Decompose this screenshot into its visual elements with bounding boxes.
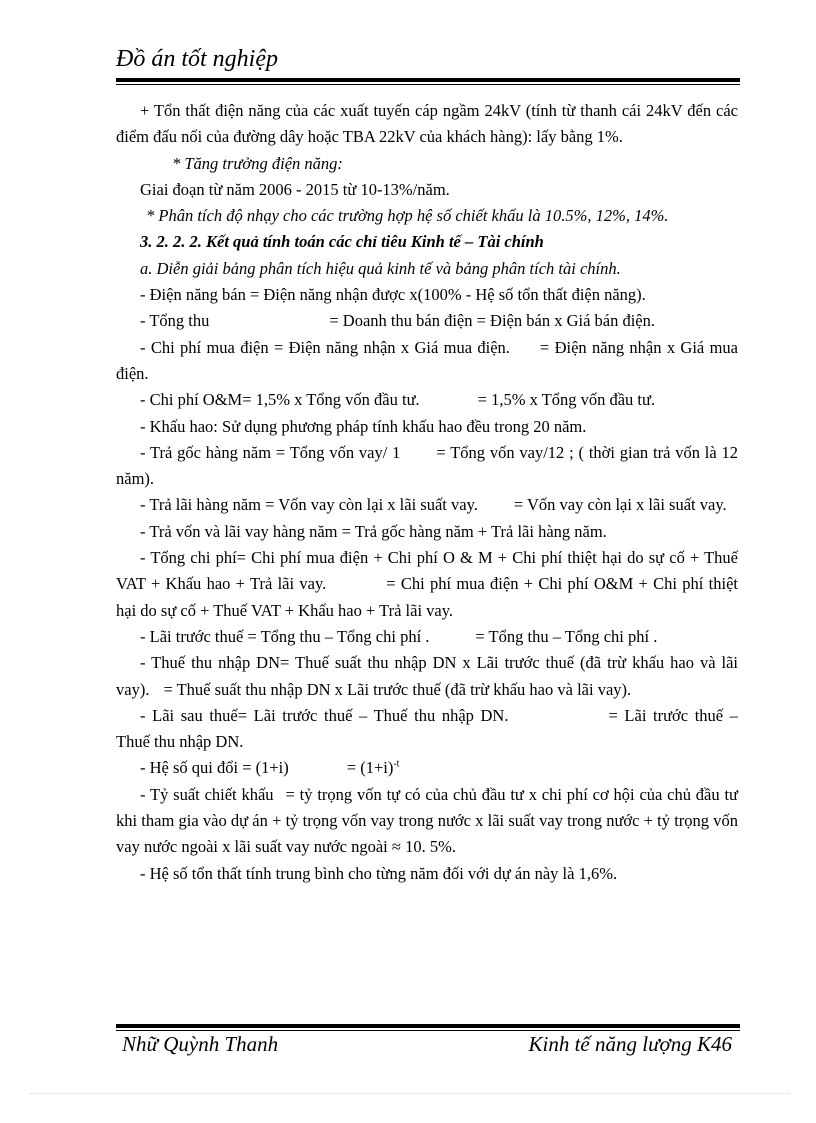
- formula-profit-before-tax: - Lãi trước thuế = Tổng thu – Tổng chi phí . = Tổng thu – Tổng chi phí .: [140, 626, 658, 646]
- footer-rule-thin: [116, 1030, 740, 1031]
- formula-income-tax: - Thuế thu nhập DN= Thuế suất thu nhập DN x Lãi trước thuế (đã trừ khấu hao và lãi vay). = Thuế suất thu nhập DN x Lãi trước thuế (đã trừ khấu hao và lãi vay).: [116, 653, 738, 699]
- formula-total-revenue: - Tổng thu = Doanh thu bán điện = Điện bán x Giá bán điện.: [140, 311, 655, 331]
- formula-total-cost: - Tổng chi phí= Chi phí mua điện + Chi phí O & M + Chi phí thiệt hại do sự cố + Thuế VAT + Khấu hao + Trả lãi vay. = Chi phí mua điện + Chi phí O&M + Chi phí thiệt hại do sự cố + Thuế VAT + Khấu hao + Trả lãi vay.: [116, 548, 738, 620]
- header-title: Đồ án tốt nghiệp: [116, 46, 278, 72]
- header-rule-thick: [116, 78, 740, 82]
- footer-course: Kinh tế năng lượng K46: [528, 1032, 732, 1056]
- formula-profit-after-tax: - Lãi sau thuế= Lãi trước thuế – Thuế thu nhập DN. = Lãi trước thuế – Thuế thu nhập DN.: [116, 705, 738, 752]
- exponent: -t: [393, 758, 400, 770]
- formula-depreciation: - Khấu hao: Sử dụng phương pháp tính khấu hao đều trong 20 năm.: [140, 416, 587, 436]
- paragraph-growth-period: Giai đoạn từ năm 2006 - 2015 từ 10-13%/năm.: [140, 179, 450, 199]
- formula-purchase-cost: - Chi phí mua điện = Điện năng nhận x Giá mua điện. = Điện năng nhận x Giá mua điện.: [116, 337, 738, 383]
- formula-energy-sold: - Điện năng bán = Điện năng nhận được x(100% - Hệ số tổn thất điện năng).: [140, 285, 646, 305]
- paragraph-loss-cable: + Tổn thất điện năng của các xuất tuyến cáp ngầm 24kV (tính từ thanh cái 24kV đến các điểm đấu nối của đường dây hoặc TBA 22kV của khách hàng): lấy bằng 1%.: [116, 101, 738, 147]
- formula-debt-service: - Trả vốn và lãi vay hàng năm = Trả gốc hàng năm + Trả lãi hàng năm.: [140, 521, 607, 541]
- paragraph-growth-heading: * Tăng trưởng điện năng:: [172, 153, 343, 173]
- header-rule-thin: [116, 84, 740, 85]
- paragraph-explanation: a. Diễn giải bảng phân tích hiệu quả kinh tế và bảng phân tích tài chính.: [140, 258, 621, 278]
- formula-interest: - Trả lãi hàng năm = Vốn vay còn lại x lãi suất vay. = Vốn vay còn lại x lãi suất vay.: [140, 495, 727, 515]
- page-body: [116, 98, 738, 887]
- section-heading-results: 3. 2. 2. 2. Kết quả tính toán các chỉ tiêu Kinh tế – Tài chính: [140, 232, 544, 252]
- formula-om-cost: - Chi phí O&M= 1,5% x Tổng vốn đầu tư. = 1,5% x Tổng vốn đầu tư.: [140, 390, 656, 410]
- formula-discount-rate: - Tỷ suất chiết khấu = tỷ trọng vốn tự có của chủ đầu tư x chi phí cơ hội của chủ đầu tư khi tham gia vào dự án + tỷ trọng vốn vay trong nước x lãi suất vay trong nước + tỷ trọng vốn vay nước ngoài x lãi suất vay nước ngoài ≈ 10. 5%.: [116, 784, 738, 857]
- formula-conversion-factor: - Hệ số qui đổi = $(1+i) = (1+i)^{-t}$: [140, 758, 400, 778]
- page-edge-dotted: [30, 1093, 790, 1094]
- formula-principal: - Trả gốc hàng năm = Tổng vốn vay/ 1 = Tổng vốn vay/12 ; ( thời gian trả vốn là 12 năm).: [116, 442, 738, 489]
- footer-author: Nhữ Quỳnh Thanh: [122, 1032, 279, 1056]
- formula-average-loss: - Hệ số tổn thất tính trung bình cho từng năm đối với dự án này là 1,6%.: [140, 863, 618, 883]
- footer-rule-thick: [116, 1024, 740, 1028]
- paragraph-sensitivity: * Phân tích độ nhạy cho các trường hợp hệ số chiết khấu là 10.5%, 12%, 14%.: [146, 206, 669, 226]
